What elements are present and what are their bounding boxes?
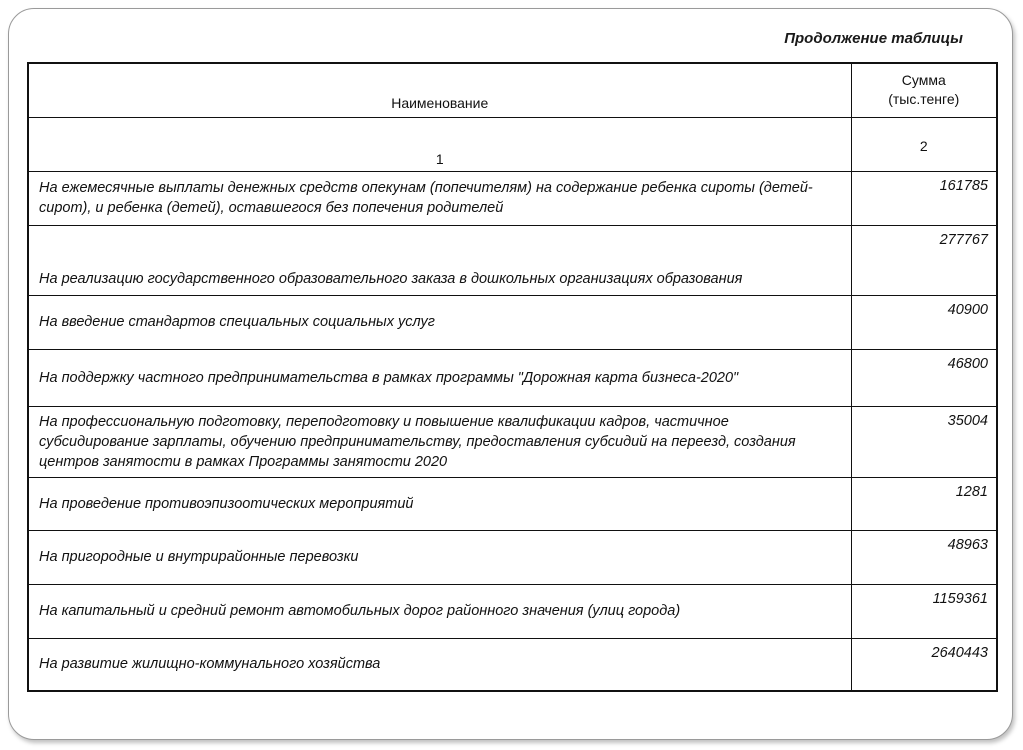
- header-name-cell: Наименование: [28, 63, 851, 117]
- row-name: На поддержку частного предпринимательства в рамках программы "Дорожная карта бизнеса-2020": [28, 349, 851, 406]
- table-row: [28, 171, 997, 225]
- row-sum: 2640443: [851, 638, 997, 691]
- table-continuation-caption: Продолжение таблицы: [784, 30, 963, 47]
- row-name: На введение стандартов специальных социальных услуг: [28, 295, 851, 349]
- row-sum: 48963: [851, 530, 997, 584]
- row-sum: 35004: [851, 406, 997, 477]
- row-sum: 277767: [851, 225, 997, 295]
- row-sum: 46800: [851, 349, 997, 406]
- header-sum-unit: (тыс.тенге): [888, 91, 960, 108]
- table-row: [28, 530, 997, 584]
- table-row: [28, 638, 997, 691]
- row-name: На развитие жилищно-коммунального хозяйства: [28, 638, 851, 691]
- table-row: [28, 406, 997, 477]
- table-row: [28, 295, 997, 349]
- column-number-2: 2: [851, 117, 997, 171]
- row-sum: 161785: [851, 171, 997, 225]
- header-row: [28, 63, 997, 117]
- row-name: На капитальный и средний ремонт автомобильных дорог районного значения (улиц города): [28, 584, 851, 638]
- table-row: [28, 349, 997, 406]
- budget-table: [27, 62, 998, 692]
- column-number-1: 1: [28, 117, 851, 171]
- row-sum: 1281: [851, 477, 997, 530]
- table-row: [28, 225, 997, 295]
- row-name: На пригородные и внутрирайонные перевозки: [28, 530, 851, 584]
- header-sum-title: Сумма: [901, 72, 946, 89]
- row-name: На профессиональную подготовку, переподготовку и повышение квалификации кадров, частичное субсидирование зарплаты, обучению предпринимательству, предоставления субсидий на переезд, создания центров занятости в рамках Программы занятости 2020: [28, 406, 851, 477]
- table-row: [28, 477, 997, 530]
- row-name: На проведение противоэпизоотических мероприятий: [28, 477, 851, 530]
- column-number-row: [28, 117, 997, 171]
- row-name: На реализацию государственного образовательного заказа в дошкольных организациях образования: [28, 225, 851, 295]
- header-sum-cell: [851, 63, 997, 117]
- table-row: [28, 584, 997, 638]
- row-name: На ежемесячные выплаты денежных средств опекунам (попечителям) на содержание ребенка сироты (детей-сирот), и ребенка (детей), оставшегося без попечения родителей: [28, 171, 851, 225]
- row-sum: 1159361: [851, 584, 997, 638]
- row-sum: 40900: [851, 295, 997, 349]
